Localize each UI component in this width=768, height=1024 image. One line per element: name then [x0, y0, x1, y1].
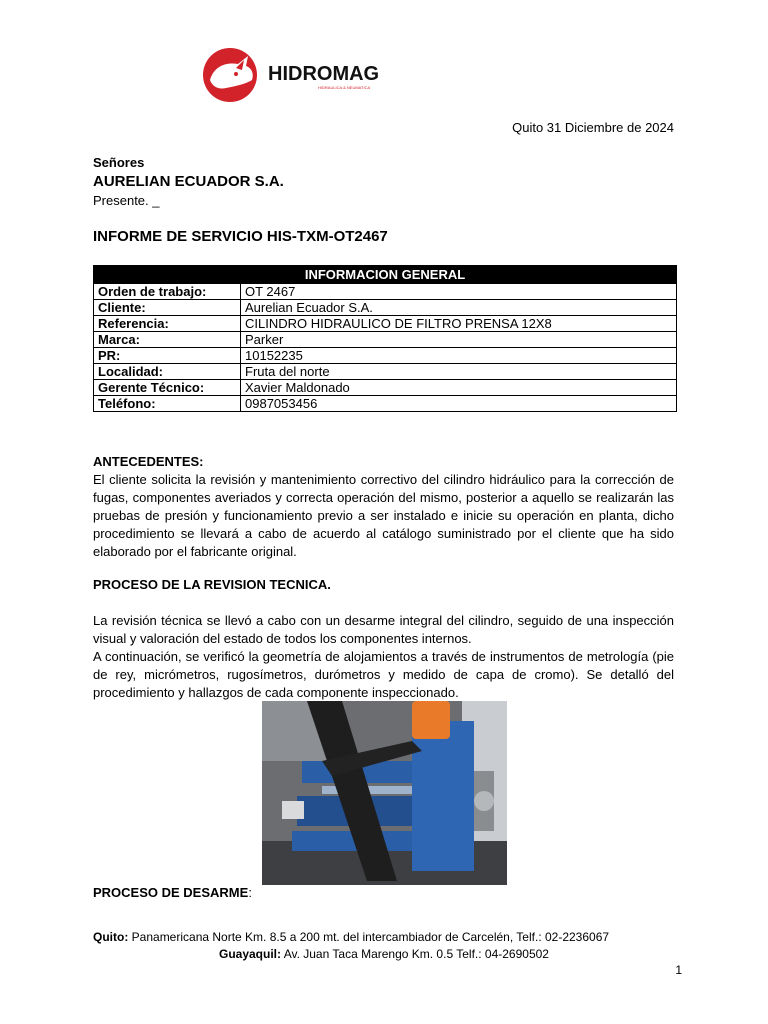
row-value: Parker: [241, 332, 677, 348]
row-value: OT 2467: [241, 284, 677, 300]
row-label: PR:: [94, 348, 241, 364]
row-value: Fruta del norte: [241, 364, 677, 380]
table-row: [94, 300, 677, 316]
table-row: [94, 348, 677, 364]
table-row: [94, 284, 677, 300]
table-row: [94, 364, 677, 380]
general-info-table: [93, 265, 677, 412]
row-label: Orden de trabajo:: [94, 284, 241, 300]
svg-text:HIDROMAG: HIDROMAG: [268, 63, 380, 85]
row-label: Marca:: [94, 332, 241, 348]
recipient-company: AURELIAN ECUADOR S.A.: [93, 173, 284, 190]
company-logo: [196, 44, 392, 102]
row-label: Gerente Técnico:: [94, 380, 241, 396]
cylinder-photo: [262, 701, 507, 885]
hydraulic-cylinder-image: [262, 701, 507, 885]
row-label: Localidad:: [94, 364, 241, 380]
table-row: [94, 380, 677, 396]
footer-quito-label: Quito:: [93, 930, 129, 944]
row-label: Cliente:: [94, 300, 241, 316]
report-title: INFORME DE SERVICIO HIS-TXM-OT2467: [93, 228, 388, 245]
row-value: CILINDRO HIDRAULICO DE FILTRO PRENSA 12X8: [241, 316, 677, 332]
presente-line: Presente. _: [93, 193, 160, 208]
document-date: Quito 31 Diciembre de 2024: [512, 120, 674, 135]
page-number: 1: [675, 963, 682, 977]
table-row: [94, 332, 677, 348]
row-value: 0987053456: [241, 396, 677, 412]
footer-quito: [93, 930, 609, 944]
desarme-colon: :: [248, 885, 252, 900]
desarme-heading: [93, 885, 252, 900]
table-row: [94, 316, 677, 332]
footer-quito-address: Panamericana Norte Km. 8.5 a 200 mt. del intercambiador de Carcelén, Telf.: 02-2236067: [128, 930, 610, 944]
row-value: Aurelian Ecuador S.A.: [241, 300, 677, 316]
table-row: [94, 396, 677, 412]
footer-gye-address: Av. Juan Taca Marengo Km. 0.5 Telf.: 04-2690502: [281, 947, 549, 961]
salutation: Señores: [93, 155, 145, 170]
svg-text:HIDRAULICA & NEUMATICA: HIDRAULICA & NEUMATICA: [318, 85, 371, 90]
footer-guayaquil: [0, 947, 768, 961]
revision-paragraph-2: A continuación, se verificó la geometría de alojamientos a través de instrumentos de metrología (pie de rey, micrómetros, rugosímetros, durómetros y medido de capa de cromo). Se detalló del procedimiento y hallazgos de cada componente inspeccionado.: [93, 649, 674, 700]
revision-paragraph-1: La revisión técnica se llevó a cabo con un desarme integral del cilindro, seguido de una inspección visual y valoración del estado de todos los componentes internos.: [93, 613, 674, 646]
antecedentes-heading: ANTECEDENTES:: [93, 454, 204, 469]
footer-gye-label: Guayaquil:: [219, 947, 282, 961]
row-value: Xavier Maldonado: [241, 380, 677, 396]
row-value: 10152235: [241, 348, 677, 364]
row-label: Teléfono:: [94, 396, 241, 412]
revision-heading: PROCESO DE LA REVISION TECNICA.: [93, 577, 331, 592]
rhino-logo-icon: [196, 44, 392, 102]
table-header: INFORMACION GENERAL: [94, 266, 677, 284]
row-label: Referencia:: [94, 316, 241, 332]
desarme-heading-text: PROCESO DE DESARME: [93, 885, 249, 900]
antecedentes-paragraph: El cliente solicita la revisión y mantenimiento correctivo del cilindro hidráulico para la corrección de fugas, componentes averiados y correcta operación del mismo, posterior a aquello se realizarán las pruebas de presión y funcionamiento previo a ser instalado e inicie su operación en planta, dicho procedimiento se llevará a cabo de acuerdo al catálogo suministrado por el cliente que ha sido elaborado por el fabricante original.: [93, 472, 674, 559]
